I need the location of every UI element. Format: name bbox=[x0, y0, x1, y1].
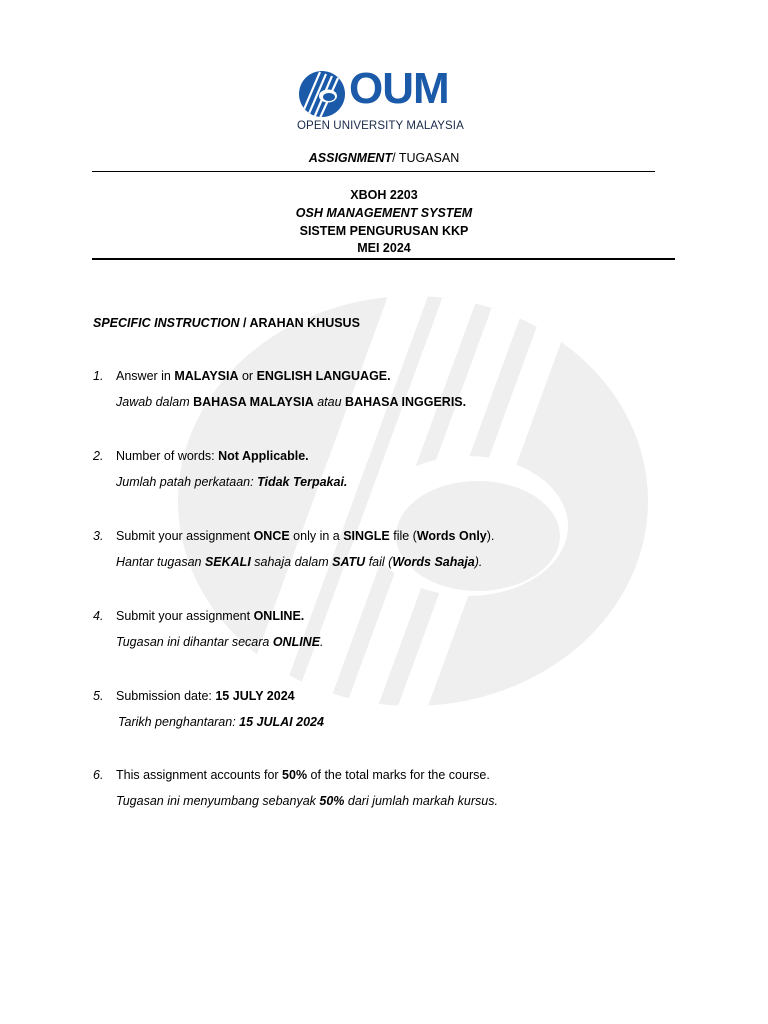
text-segment: SINGLE bbox=[343, 529, 390, 543]
oum-globe-icon bbox=[298, 70, 346, 118]
course-name-en: OSH MANAGEMENT SYSTEM bbox=[295, 206, 473, 220]
header-divider bbox=[92, 258, 675, 260]
instruction-number: 2. bbox=[93, 449, 104, 463]
instruction-number: 5. bbox=[93, 689, 104, 703]
text-segment: This assignment accounts for bbox=[116, 768, 283, 782]
instruction-text-en bbox=[116, 369, 391, 383]
text-segment: of the total marks for the course. bbox=[307, 768, 490, 782]
instruction-text-ms bbox=[116, 555, 482, 569]
text-segment: fail ( bbox=[365, 555, 393, 569]
text-segment: ). bbox=[474, 555, 483, 569]
instruction-number: 1. bbox=[93, 369, 104, 383]
instructions-heading-en: SPECIFIC INSTRUCTION bbox=[93, 316, 240, 330]
semester: MEI 2024 bbox=[357, 241, 411, 255]
text-segment: Hantar tugasan bbox=[116, 555, 205, 569]
text-segment: Submit your assignment bbox=[116, 609, 254, 623]
text-segment: ONCE bbox=[253, 529, 290, 543]
text-segment: Tarikh penghantaran: bbox=[118, 715, 240, 729]
text-segment: . bbox=[320, 635, 324, 649]
text-segment: BAHASA MALAYSIA bbox=[193, 395, 314, 409]
text-segment: Submit your assignment bbox=[116, 529, 254, 543]
text-segment: 15 JULY 2024 bbox=[215, 689, 295, 703]
instruction-text-en bbox=[116, 609, 304, 623]
text-segment: Jawab dalam bbox=[116, 395, 194, 409]
instruction-text-ms bbox=[116, 635, 324, 649]
text-segment: Jumlah patah perkataan: bbox=[116, 475, 258, 489]
logo-subtitle: OPEN UNIVERSITY MALAYSIA bbox=[297, 120, 464, 132]
text-segment: dari jumlah markah kursus. bbox=[344, 794, 498, 808]
instructions-heading bbox=[93, 316, 360, 330]
instruction-text-en bbox=[116, 529, 494, 543]
text-segment: Tugasan ini menyumbang sebanyak bbox=[116, 794, 320, 808]
text-segment: or bbox=[238, 369, 257, 383]
text-segment: Number of words: bbox=[116, 449, 219, 463]
text-segment: Tidak Terpakai. bbox=[257, 475, 348, 489]
text-segment: Not Applicable. bbox=[218, 449, 309, 463]
text-segment: SATU bbox=[332, 555, 366, 569]
text-segment: file ( bbox=[389, 529, 417, 543]
text-segment: ). bbox=[486, 529, 495, 543]
assignment-title-en: ASSIGNMENT bbox=[308, 151, 393, 165]
assignment-title bbox=[0, 151, 768, 165]
underscore-line bbox=[92, 171, 655, 172]
text-segment: sahaja dalam bbox=[250, 555, 333, 569]
instruction-text-en bbox=[116, 768, 490, 782]
text-segment: atau bbox=[313, 395, 346, 409]
text-segment: 15 JULAI 2024 bbox=[239, 715, 324, 729]
text-segment: Tugasan ini dihantar secara bbox=[116, 635, 273, 649]
text-segment: ENGLISH LANGUAGE. bbox=[256, 369, 391, 383]
instruction-text-en bbox=[116, 689, 295, 703]
instruction-text-ms bbox=[116, 395, 466, 409]
assignment-title-ms: / TUGASAN bbox=[392, 151, 460, 165]
instruction-text-en bbox=[116, 449, 309, 463]
text-segment: SEKALI bbox=[204, 555, 251, 569]
text-segment: Answer in bbox=[116, 369, 175, 383]
instruction-text-ms bbox=[118, 715, 324, 729]
text-segment: ONLINE bbox=[272, 635, 321, 649]
course-code: XBOH 2203 bbox=[350, 188, 418, 202]
text-segment: 50% bbox=[282, 768, 308, 782]
text-segment: 50% bbox=[319, 794, 345, 808]
instruction-text-ms bbox=[116, 475, 347, 489]
logo-wordmark: OUM bbox=[349, 64, 449, 113]
text-segment: Words Sahaja bbox=[392, 555, 475, 569]
text-segment: only in a bbox=[289, 529, 344, 543]
text-segment: BAHASA INGGERIS. bbox=[345, 395, 467, 409]
instructions-heading-ms: / ARAHAN KHUSUS bbox=[239, 316, 360, 330]
instruction-number: 3. bbox=[93, 529, 104, 543]
text-segment: ONLINE. bbox=[253, 609, 305, 623]
course-name-ms: SISTEM PENGURUSAN KKP bbox=[299, 224, 469, 238]
text-segment: Words Only bbox=[416, 529, 487, 543]
instruction-number: 4. bbox=[93, 609, 104, 623]
instruction-text-ms bbox=[116, 794, 498, 808]
oum-logo bbox=[297, 64, 472, 134]
text-segment: Submission date: bbox=[116, 689, 216, 703]
instruction-number: 6. bbox=[93, 768, 104, 782]
text-segment: MALAYSIA bbox=[174, 369, 239, 383]
